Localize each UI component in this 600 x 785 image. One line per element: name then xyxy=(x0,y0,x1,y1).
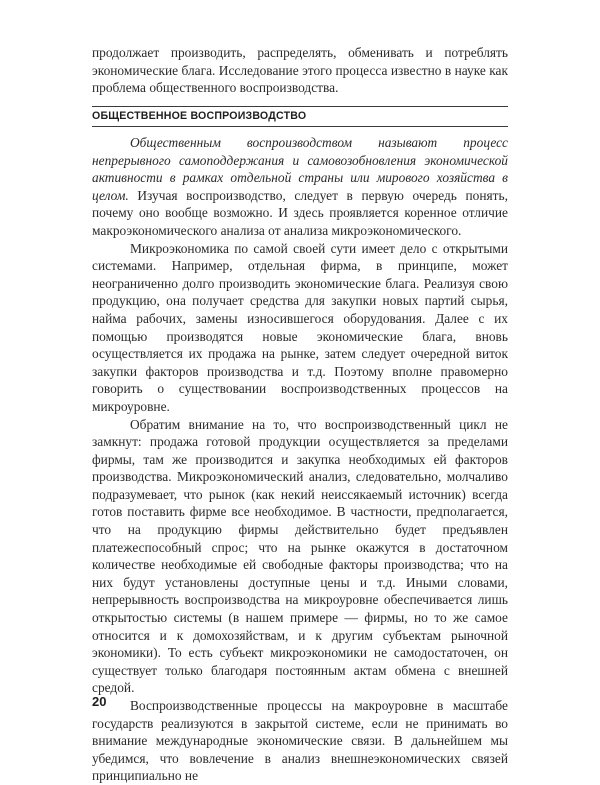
paragraph-macroeconomics: Воспроизводственные процессы на макроуровне в масштабе государств реализуются в закрытой системе, если не принимать во внимание международные экономические связи. В дальнейшем мы убедимся, что вовлечение в анализ внешнеэкономических связей принципиально не xyxy=(92,698,508,784)
heading-top-rule xyxy=(92,106,508,107)
page-number: 20 xyxy=(92,694,107,709)
paragraph-text: Изучая воспроизводство, следует в первую очередь понять, почему оно вообще возможно. И здесь проявляется коренное отличие макроэкономического анализа от анализа микроэкономического. xyxy=(92,187,508,238)
definition-text: Общественным воспроизводством называют процесс непрерывного самоподдержания и самовозобновления экономической активности в рамках отдельной страны или мирового хозяйства в целом. xyxy=(92,135,508,203)
paragraph-definition xyxy=(92,134,508,240)
section-heading: ОБЩЕСТВЕННОЕ ВОСПРОИЗВОДСТВО xyxy=(92,110,307,122)
body-text xyxy=(92,134,508,785)
paragraph-open-cycle: Обратим внимание на то, что воспроизводственный цикл не замкнут: продажа готовой продукции осуществляется за пределами фирмы, там же производится и закупка необходимых ей факторов производства. Микроэкономический анализ, следовательно, молчаливо подразумевает, что рынок (как некий неиссякаемый источник) всегда готов поставить фирме все необходимое. В частности, предполагается, что на продукцию фирмы действительно будет предъявлен платежеспособный спрос; что на рынке окажутся в достаточном количестве необходимые ей свободные факторы производства; что на них будут установлены доступные цены и т.д. Иными словами, непрерывность воспроизводства на микроуровне обеспечивается лишь открытостью системы (в нашем примере — фирмы, но то же самое относится и к домохозяйствам, и к другим субъектам рыночной экономики). То есть субъект микроэкономики не самодостаточен, он существует только благодаря постоянным актам обмена с внешней средой. xyxy=(92,416,508,696)
intro-paragraph: продолжает производить, распределять, обменивать и потреблять экономические блага. Исследование этого процесса известно в науке как проблема общественного воспроизводства. xyxy=(92,45,508,96)
paragraph-microeconomics: Микроэкономика по самой своей сути имеет дело с открытыми системами. Например, отдельная фирма, в принципе, может неограниченно долго производить экономические блага. Реализуя свою продукцию, она получает средства для закупки новых партий сырья, найма рабочих, замены износившегося оборудования. Далее с их помощью производятся новые экономические блага, вновь осуществляется их продажа на рынке, затем следует очередной виток закупки факторов производства и т.д. Поэтому вполне правомерно говорить о существовании воспроизводственных процессов на микроуровне. xyxy=(92,240,508,414)
heading-bottom-rule xyxy=(92,126,508,127)
